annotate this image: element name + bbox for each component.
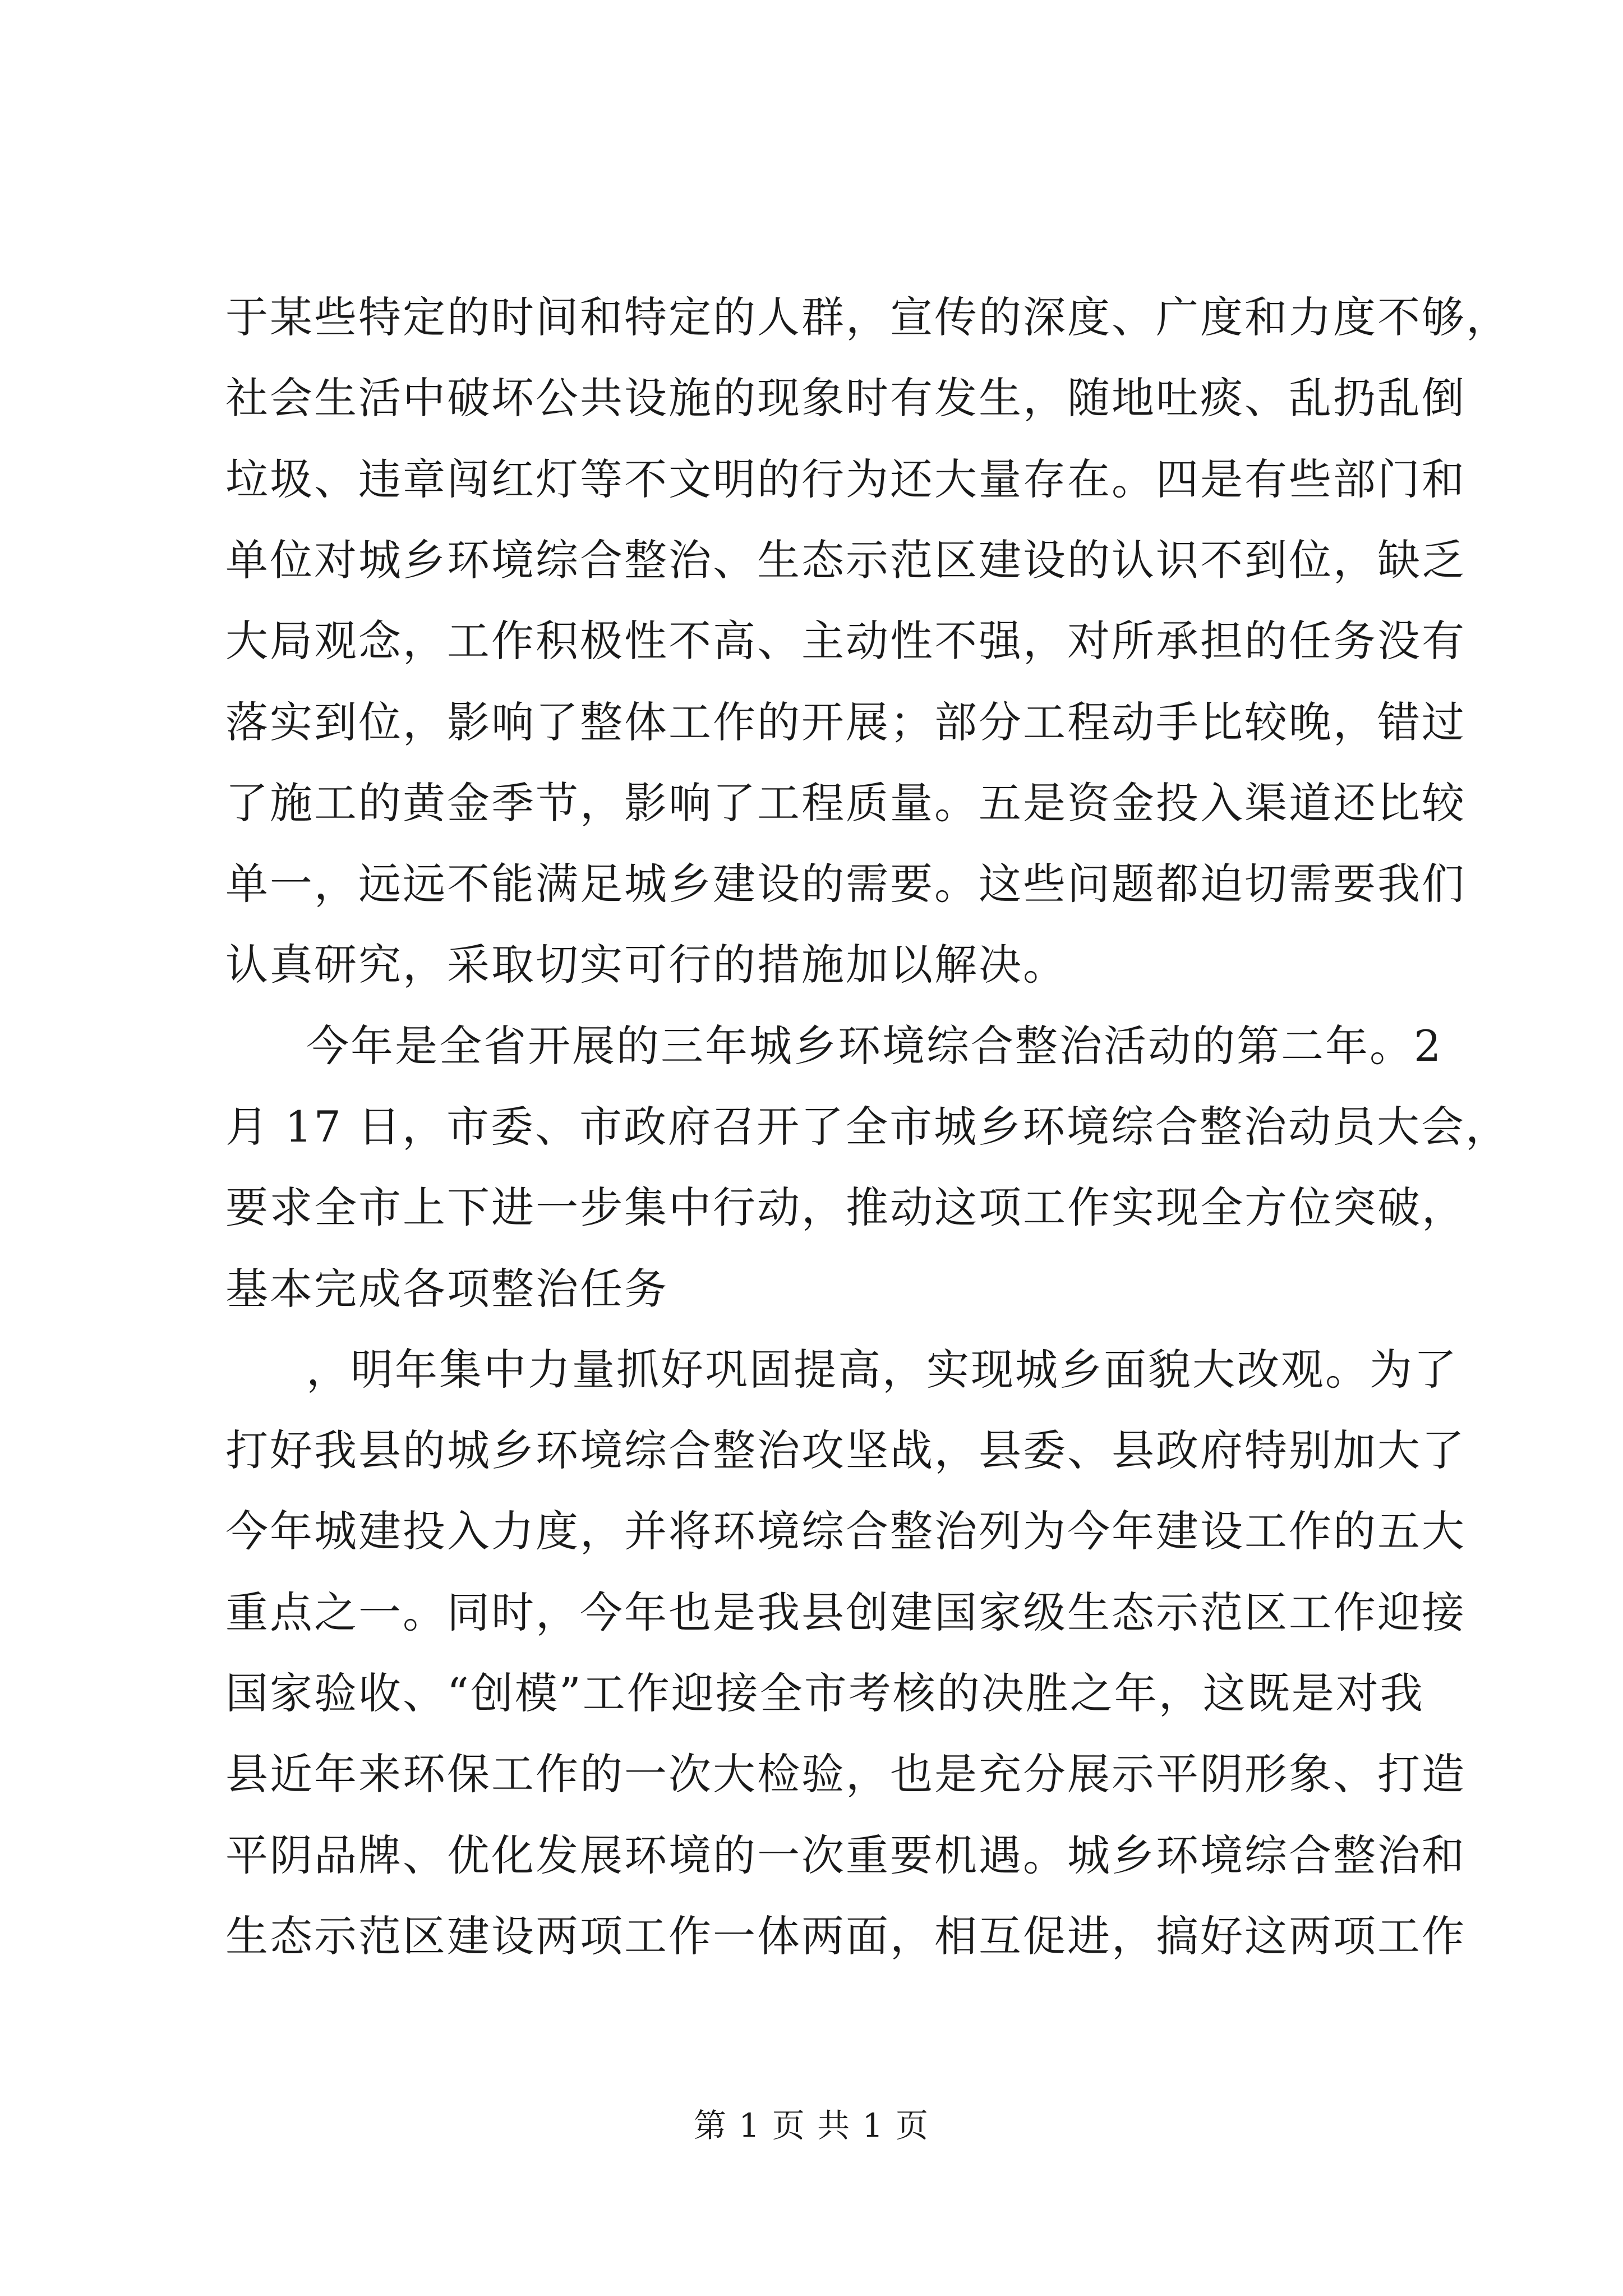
text-line: 今年城建投入力度，并将环境综合整治列为今年建设工作的五大	[225, 1506, 1466, 1556]
text-line: 基本完成各项整治任务	[225, 1264, 668, 1314]
text-line: 打好我县的城乡环境综合整治攻坚战，县委、县政府特别加大了	[225, 1425, 1466, 1475]
text-line: 认真研究，采取切实可行的措施加以解决。	[225, 940, 1067, 990]
text-line: 国家验收、“创模”工作迎接全市考核的决胜之年，这既是对我	[225, 1668, 1424, 1718]
text-line: 县近年来环保工作的一次大检验，也是充分展示平阴形象、打造	[225, 1749, 1466, 1799]
text-line: 大局观念，工作积极性不高、主动性不强，对所承担的任务没有	[225, 616, 1466, 666]
text-line: 社会生活中破坏公共设施的现象时有发生，随地吐痰、乱扔乱倒	[225, 373, 1466, 423]
text-line: 生态示范区建设两项工作一体两面，相互促进，搞好这两项工作	[225, 1911, 1466, 1961]
text-line: 落实到位，影响了整体工作的开展；部分工程动手比较晚，错过	[225, 697, 1466, 747]
text-line: 单位对城乡环境综合整治、生态示范区建设的认识不到位，缺乏	[225, 535, 1466, 585]
paragraph-first-line: 今年是全省开展的三年城乡环境综合整治活动的第二年。2	[306, 1021, 1443, 1071]
text-line: 重点之一。同时，今年也是我县创建国家级生态示范区工作迎接	[225, 1588, 1466, 1637]
text-line: 单一，远远不能满足城乡建设的需要。这些问题都迫切需要我们	[225, 859, 1466, 909]
text-line: 月 17 日，市委、市政府召开了全市城乡环境综合整治动员大会，	[225, 1102, 1510, 1152]
text-line: 了施工的黄金季节，影响了工程质量。五是资金投入渠道还比较	[225, 778, 1466, 828]
text-line: 于某些特定的时间和特定的人群，宣传的深度、广度和力度不够，	[225, 292, 1510, 342]
paragraph-first-line: ，明年集中力量抓好巩固提高，实现城乡面貌大改观。为了	[306, 1345, 1458, 1395]
text-line: 要求全市上下进一步集中行动，推动这项工作实现全方位突破，	[225, 1182, 1466, 1232]
text-line: 平阴品牌、优化发展环境的一次重要机遇。城乡环境综合整治和	[225, 1830, 1466, 1880]
text-line: 垃圾、违章闯红灯等不文明的行为还大量存在。四是有些部门和	[225, 454, 1466, 504]
page-footer: 第 1 页 共 1 页	[694, 2106, 929, 2145]
